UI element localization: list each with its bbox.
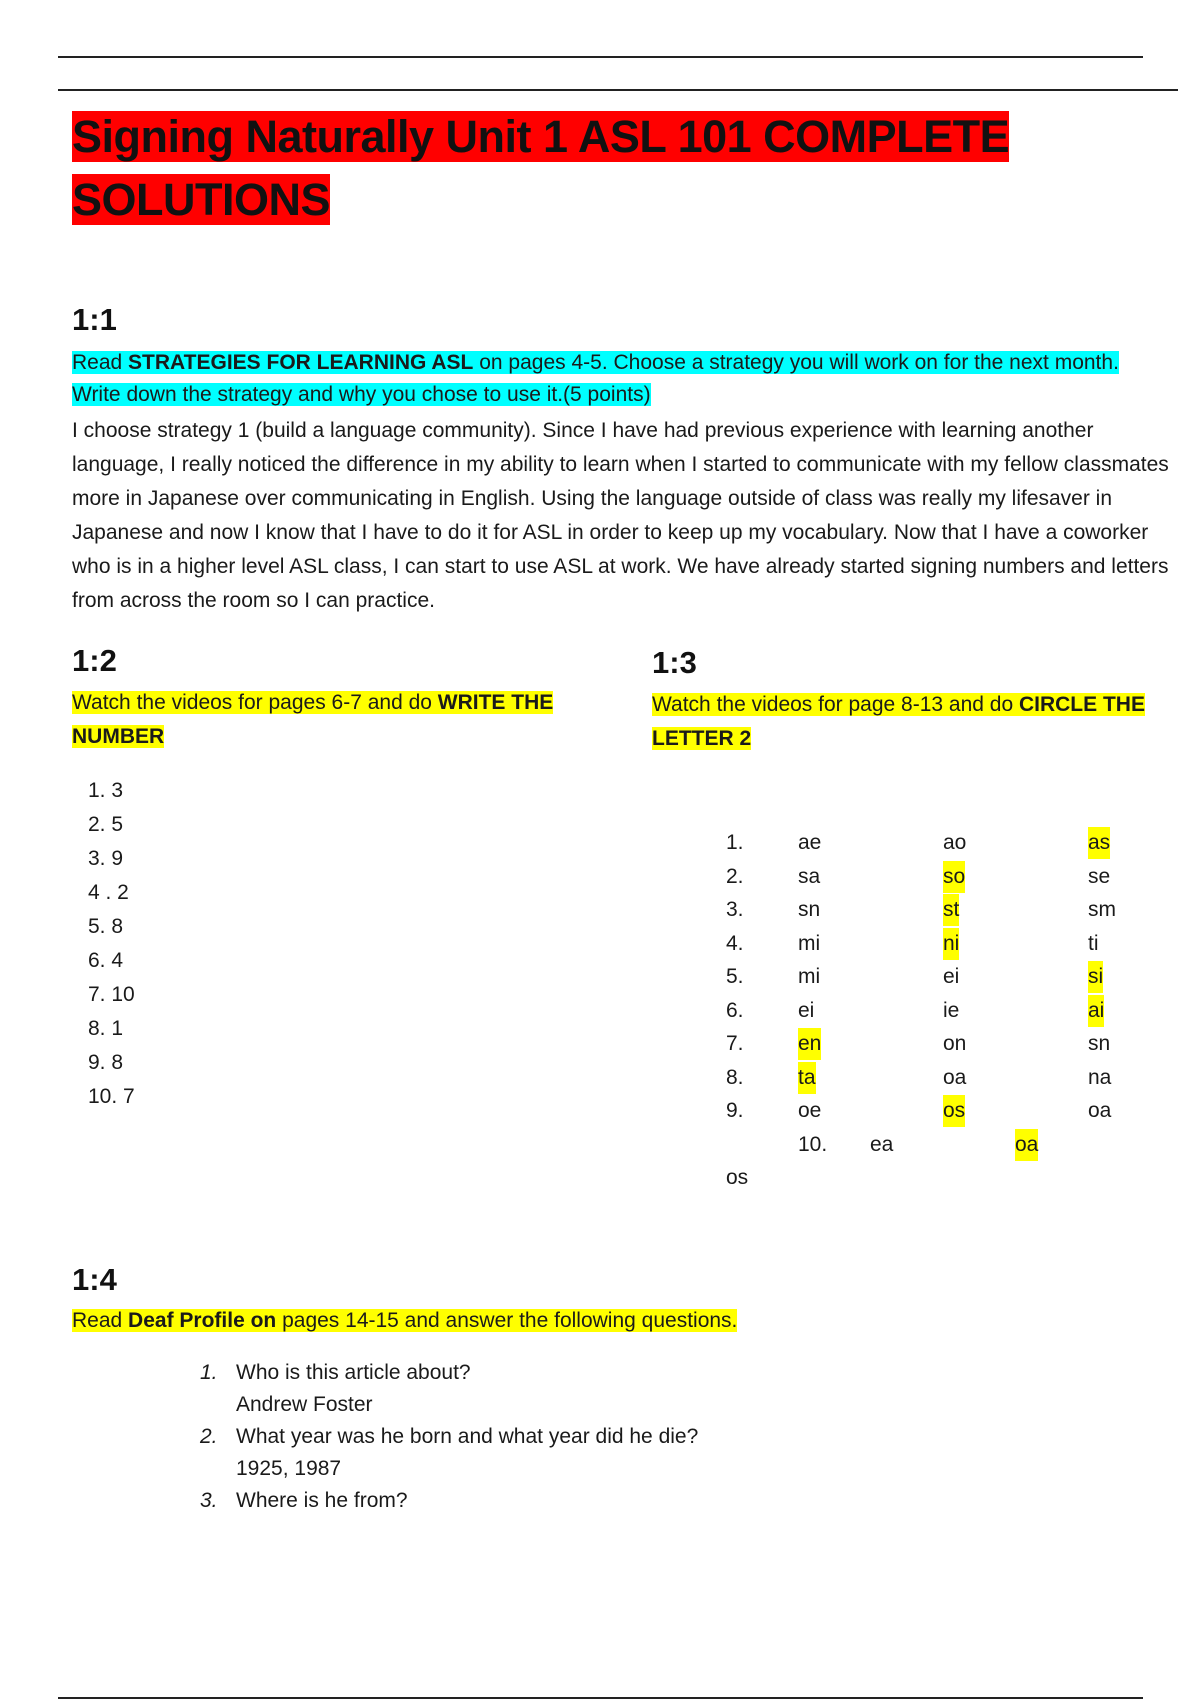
bottom-rule bbox=[58, 1697, 1143, 1699]
question-number: 3. bbox=[200, 1489, 218, 1512]
letter-option: ae bbox=[798, 831, 822, 854]
answer-text: 1925, 1987 bbox=[236, 1457, 342, 1480]
letter-option: se bbox=[1088, 864, 1111, 888]
list-item: 2. 5 bbox=[88, 813, 124, 836]
row-number: 2. bbox=[726, 864, 744, 888]
row-number: 5. bbox=[726, 965, 744, 988]
list-item: 7. 10 bbox=[88, 983, 135, 1006]
row-number: 4. bbox=[726, 931, 744, 955]
circled-answer: as bbox=[1088, 827, 1110, 859]
circled-answer: ni bbox=[943, 928, 959, 960]
section-1-4-prompt: Read Deaf Profile on pages 14-15 and answer the following questions. bbox=[72, 1309, 738, 1332]
header-rule bbox=[58, 89, 1178, 91]
letter-option: ie bbox=[943, 998, 960, 1022]
letter-option: ea bbox=[870, 1132, 894, 1156]
section-heading-1-4: 1:4 bbox=[72, 1262, 117, 1297]
circled-answer: os bbox=[943, 1095, 965, 1127]
circled-answer: oa bbox=[1015, 1129, 1038, 1161]
row-number: 7. bbox=[726, 1032, 744, 1055]
list-item: 10. 7 bbox=[88, 1085, 135, 1108]
question-number: 2. bbox=[200, 1425, 218, 1448]
letter-option: ei bbox=[943, 965, 960, 988]
answer-text: Andrew Foster bbox=[236, 1393, 373, 1416]
letter-option: oa bbox=[1088, 1099, 1112, 1122]
list-item: 5. 8 bbox=[88, 915, 124, 938]
question-number: 1. bbox=[200, 1361, 218, 1384]
section-1-3-prompt: Watch the videos for page 8-13 and do CIRCLE THE LETTER 2 bbox=[652, 693, 1145, 750]
section-heading-1-3: 1:3 bbox=[652, 645, 697, 680]
row-number: 10. bbox=[798, 1132, 828, 1156]
letter-option: ao bbox=[943, 831, 967, 854]
row-number: 9. bbox=[726, 1099, 744, 1122]
circled-answer: so bbox=[943, 861, 965, 893]
list-item: 3. 9 bbox=[88, 847, 124, 870]
list-item: 1. 3 bbox=[88, 779, 124, 802]
row-number: 6. bbox=[726, 998, 744, 1022]
letter-option: sm bbox=[1088, 898, 1116, 921]
list-item: 4 . 2 bbox=[88, 881, 129, 904]
letter-option: os bbox=[726, 1165, 749, 1189]
section-1-2-prompt: Watch the videos for pages 6-7 and do WRITE THE NUMBER bbox=[72, 691, 554, 748]
letter-option: mi bbox=[798, 965, 821, 988]
list-item: 9. 8 bbox=[88, 1051, 124, 1074]
letter-option: sn bbox=[1088, 1032, 1111, 1055]
circled-answer: si bbox=[1088, 961, 1103, 993]
letter-option: ei bbox=[798, 998, 815, 1022]
letter-option: sn bbox=[798, 898, 821, 921]
section-heading-1-1: 1:1 bbox=[72, 302, 117, 337]
letter-option: mi bbox=[798, 931, 821, 955]
letter-option: on bbox=[943, 1032, 967, 1055]
circled-answer: en bbox=[798, 1028, 821, 1060]
question-text: Where is he from? bbox=[236, 1489, 408, 1512]
letter-option: sa bbox=[798, 864, 821, 888]
document-title: Signing Naturally Unit 1 ASL 101 COMPLETE SOLUTIONS bbox=[72, 111, 1010, 225]
section-heading-1-2: 1:2 bbox=[72, 643, 117, 678]
top-rule bbox=[58, 56, 1143, 58]
circled-answer: ta bbox=[798, 1062, 816, 1094]
section-1-1-answer: I choose strategy 1 (build a language community). Since I have had previous experience with learning another language, I really noticed the difference in my ability to learn when I started to communicate with my fellow classmates more in Japanese over communicating in English. Using the language outside of class was really my lifesaver in Japanese and now I know that I have to do it for ASL in order to keep up my vocabulary. Now that I have a coworker who is in a higher level ASL class, I can start to use ASL at work. We have already started signing numbers and letters from across the room so I can practice. bbox=[72, 419, 1169, 612]
question-text: What year was he born and what year did he die? bbox=[236, 1425, 699, 1448]
list-item: 8. 1 bbox=[88, 1017, 124, 1040]
letter-option: ti bbox=[1088, 931, 1099, 955]
circled-answer: st bbox=[943, 894, 959, 926]
letter-option: oa bbox=[943, 1065, 967, 1089]
circled-answer: ai bbox=[1088, 995, 1104, 1027]
question-text: Who is this article about? bbox=[236, 1361, 471, 1384]
row-number: 8. bbox=[726, 1065, 744, 1089]
list-item: 6. 4 bbox=[88, 949, 124, 972]
row-number: 1. bbox=[726, 831, 744, 854]
letter-option: oe bbox=[798, 1099, 822, 1122]
number-answer-list bbox=[88, 774, 135, 1114]
section-1-1-prompt: Read STRATEGIES FOR LEARNING ASL on pages 4-5. Choose a strategy you will work on for the next month. Write down the strategy and why you chose to use it.(5 points) bbox=[72, 351, 1119, 406]
letter-option: na bbox=[1088, 1065, 1112, 1089]
row-number: 3. bbox=[726, 898, 744, 921]
